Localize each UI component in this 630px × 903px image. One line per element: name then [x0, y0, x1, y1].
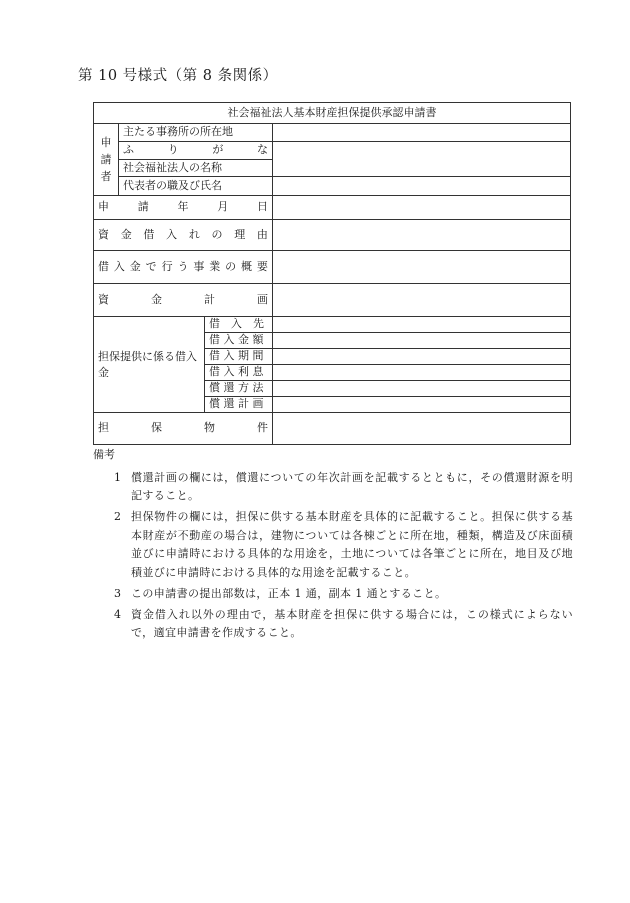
furigana-row — [94, 142, 571, 160]
repayment-plan-label: 償 還 計 画 — [205, 397, 273, 413]
representative-value[interactable] — [273, 177, 571, 196]
note-item — [93, 508, 573, 583]
corp-name-value[interactable] — [273, 142, 571, 177]
representative-row — [94, 177, 571, 196]
office-address-label: 主たる事務所の所在地 — [119, 124, 273, 142]
office-address-row — [94, 124, 571, 142]
collateral-row — [94, 413, 571, 445]
loan-reason-row — [94, 220, 571, 251]
note-number: 3 — [114, 586, 121, 600]
repayment-method-label: 償 還 方 法 — [205, 381, 273, 397]
page-title: 第 10 号様式（第 8 条関係） — [78, 68, 278, 84]
note-item — [93, 606, 573, 643]
loan-interest-label: 借 入 利 息 — [205, 365, 273, 381]
fund-plan-row — [94, 284, 571, 317]
note-text: 償還計画の欄には，償還についての年次計画を記載するとともに，その償還財源を明記すること。 — [131, 470, 573, 503]
application-form-table — [93, 102, 571, 445]
note-text: 資金借入れ以外の理由で，基本財産を担保に供する場合には，この様式によらないで，適宜申請書を作成すること。 — [131, 607, 573, 640]
loan-amount-value[interactable] — [273, 333, 571, 349]
loan-interest-value[interactable] — [273, 365, 571, 381]
note-item — [93, 469, 573, 506]
application-date-label: 申 請 年 月 日 — [94, 196, 273, 220]
loan-lender-value[interactable] — [273, 317, 571, 333]
loan-period-value[interactable] — [273, 349, 571, 365]
note-item — [93, 585, 573, 604]
fund-plan-label: 資 金 計 画 — [94, 284, 273, 317]
note-text: 担保物件の欄には，担保に供する基本財産を具体的に記載すること。担保に供する基本財産が不動産の場合は，建物については各棟ごとに所在地，種類，構造及び床面積並びに申請時における具体的な用途を，土地については各筆ごとに所在，地目及び地積並びに申請時における具体的な用途を記載すること。 — [131, 510, 573, 580]
corp-name-label: 社会福祉法人の名称 — [119, 160, 273, 177]
collateral-label: 担 保 物 件 — [94, 413, 273, 445]
loan-item-row — [94, 317, 571, 333]
note-text: この申請書の提出部数は，正本 1 通，副本 1 通とすること。 — [131, 586, 447, 600]
loan-group-label: 担保提供に係る借入金 — [94, 317, 205, 413]
note-number: 4 — [114, 607, 121, 621]
applicant-label: 申 請 者 — [94, 124, 119, 196]
repayment-plan-value[interactable] — [273, 397, 571, 413]
notes-heading: 備考 — [93, 448, 115, 461]
application-date-row — [94, 196, 571, 220]
office-address-value[interactable] — [273, 124, 571, 142]
collateral-value[interactable] — [273, 413, 571, 445]
business-overview-value[interactable] — [273, 251, 571, 284]
loan-reason-value[interactable] — [273, 220, 571, 251]
furigana-label: ふ り が な — [119, 142, 273, 160]
business-overview-label: 借 入 金 で 行 う 事 業 の 概 要 — [94, 251, 273, 284]
notes-section — [93, 446, 573, 645]
repayment-method-value[interactable] — [273, 381, 571, 397]
form-title: 社会福祉法人基本財産担保提供承認申請書 — [94, 103, 571, 124]
note-number: 1 — [114, 470, 121, 484]
fund-plan-value[interactable] — [273, 284, 571, 317]
loan-amount-label: 借 入 金 額 — [205, 333, 273, 349]
loan-lender-label: 借 入 先 — [205, 317, 273, 333]
loan-period-label: 借 入 期 間 — [205, 349, 273, 365]
note-number: 2 — [114, 510, 121, 524]
business-overview-row — [94, 251, 571, 284]
loan-reason-label: 資 金 借 入 れ の 理 由 — [94, 220, 273, 251]
representative-label: 代表者の職及び氏名 — [119, 177, 273, 196]
form-header-row — [94, 103, 571, 124]
application-date-value[interactable] — [273, 196, 571, 220]
